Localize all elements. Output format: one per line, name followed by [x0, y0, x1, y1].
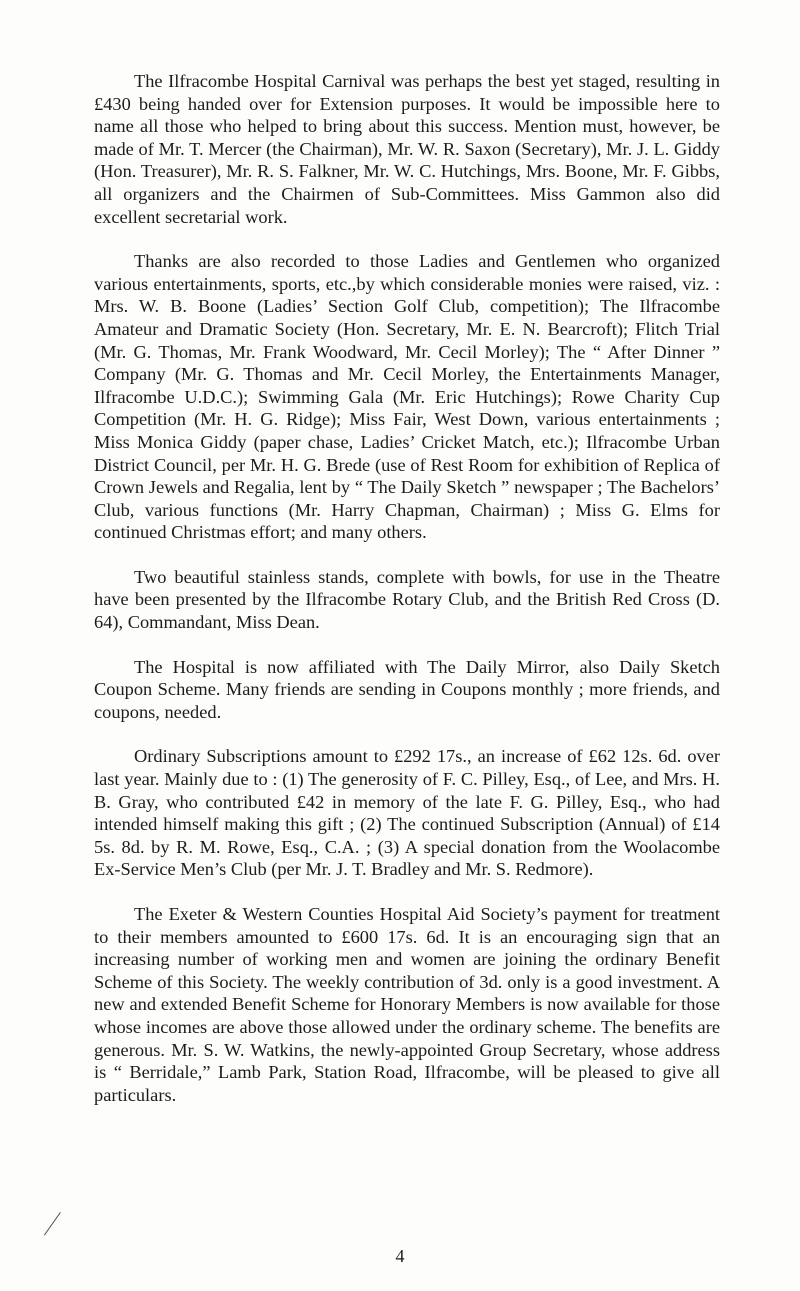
paragraph-stands: Two beautiful stainless stands, complete with bowls, for use in the Theatre have been presented by the Ilfracombe Rotary Club, and the British Red Cross (D. 64), Commandant, Miss Dean. — [94, 566, 720, 633]
paragraph-hospital-aid: The Exeter & Western Counties Hospital Aid Society’s payment for treatment to their members amounted to £600 17s. 6d. It is an encouraging sign that an increasing number of working men and women are joining the ordinary Benefit Scheme of this Society. The weekly contribution of 3d. only is a good investment. A new and extended Benefit Scheme for Honorary Members is now available for those whose incomes are above those allowed under the ordinary scheme. The benefits are generous. Mr. S. W. Watkins, the newly-appointed Group Secretary, whose address is “ Berridale,” Lamb Park, Station Road, Ilfracombe, will be pleased to give all particulars. — [94, 904, 720, 1105]
pencil-mark — [44, 1212, 61, 1236]
paragraph-subscriptions: Ordinary Subscriptions amount to £292 17s., an increase of £62 12s. 6d. over last year. Mainly due to : (1) The generosity of F. C. Pilley, Esq., of Lee, and Mrs. H. B. Gray, who contributed £42 in memory of the late F. G. Pilley, Esq., who had intended himself making this gift ; (2) The continued Subscription (Annual) of £14 5s. 8d. by R. M. Rowe, Esq., C.A. ; (3) A special donation from the Woolacombe Ex-Service Men’s Club (per Mr. J. T. Bradley and Mr. S. Redmore). — [94, 746, 720, 880]
page-number: 4 — [395, 1246, 405, 1266]
paragraph-thanks: Thanks are also recorded to those Ladies and Gentlemen who organized various entertainments, sports, etc.,by which considerable monies were raised, viz. : Mrs. W. B. Boone (Ladies’ Section Golf Club, competition); The Ilfracombe Amateur and Dramatic Society (Hon. Secretary, Mr. E. N. Bearcroft); Flitch Trial (Mr. G. Thomas, Mr. Frank Woodward, Mr. Cecil Morley); The “ After Dinner ” Company (Mr. G. Thomas and Mr. Cecil Morley, the Entertainments Manager, Ilfracombe U.D.C.); Swimming Gala (Mr. Eric Hutchings); Rowe Charity Cup Competition (Mr. H. G. Ridge); Miss Fair, West Down, various entertainments ; Miss Monica Giddy (paper chase, Ladies’ Cricket Match, etc.); Ilfracombe Urban District Council, per Mr. H. G. Brede (use of Rest Room for exhibition of Replica of Crown Jewels and Regalia, lent by “ The Daily Sketch ” newspaper ; The Bachelors’ Club, various functions (Mr. Harry Chapman, Chairman) ; Miss G. Elms for continued Christmas effort; and many others. — [94, 251, 720, 543]
paragraph-affiliation: The Hospital is now affiliated with The Daily Mirror, also Daily Sketch Coupon Scheme. Many friends are sending in Coupons monthly ; more friends, and coupons, needed. — [94, 656, 720, 722]
report-body — [94, 70, 720, 1128]
paragraph-carnival: The Ilfracombe Hospital Carnival was perhaps the best yet staged, resulting in £430 being handed over for Extension purposes. It would be impossible here to name all those who helped to bring about this success. Mention must, however, be made of Mr. T. Mercer (the Chairman), Mr. W. R. Saxon (Secretary), Mr. J. L. Giddy (Hon. Treasurer), Mr. R. S. Falkner, Mr. W. C. Hutchings, Mrs. Boone, Mr. F. Gibbs, all organizers and the Chairmen of Sub-Committees. Miss Gammon also did excellent secretarial work. — [94, 71, 720, 227]
